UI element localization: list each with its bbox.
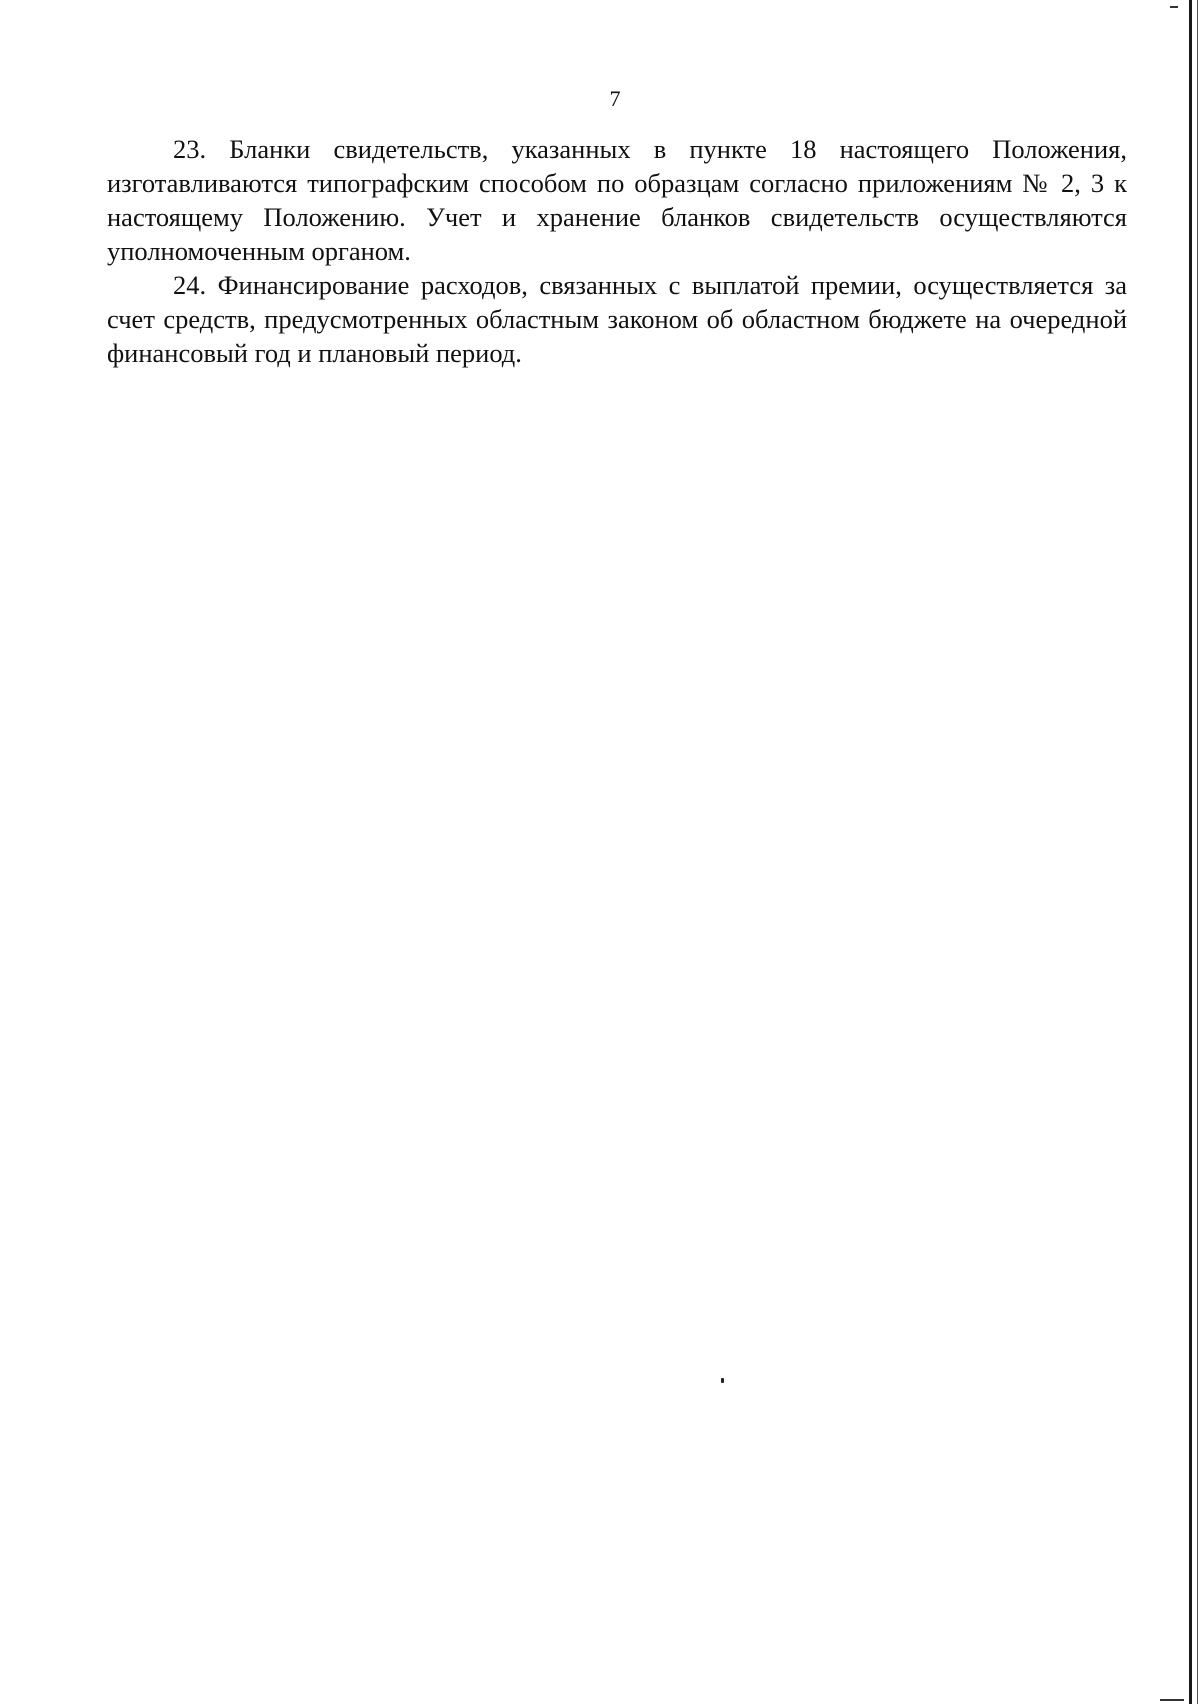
scan-border-line	[1189, 0, 1192, 1704]
scan-mark-top	[1170, 6, 1178, 8]
document-body	[107, 132, 1127, 370]
paragraph-24: 24. Финансирование расходов, связанных с выплатой премии, осуществляется за счет средств, предусмотренных областным законом об областном бюджете на очередной финансовый год и плановый период.	[107, 270, 1127, 368]
scan-mark-bottom	[1160, 1699, 1184, 1701]
scan-border-line-inner	[1197, 0, 1198, 1704]
page-number: 7	[609, 86, 621, 111]
paragraph-23: 23. Бланки свидетельств, указанных в пункте 18 настоящего Положения, изготавливаются типографским способом по образцам согласно приложениям № 2, 3 к настоящему Положению. Учет и хранение бланков свидетельств осуществляются уполномоченным органом.	[107, 134, 1127, 266]
scan-speck	[721, 1378, 724, 1383]
